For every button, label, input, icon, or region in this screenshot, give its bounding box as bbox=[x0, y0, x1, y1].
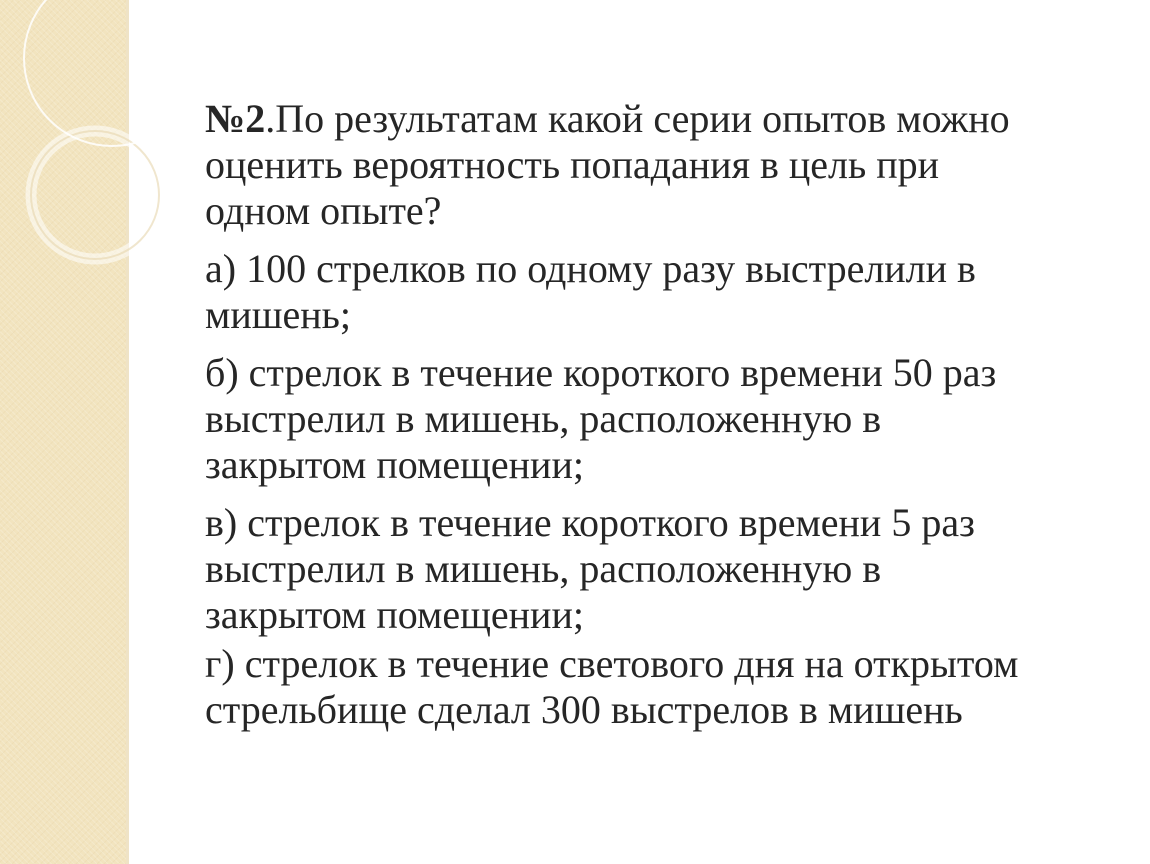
option-g: г) стрелок в течение светового дня на открытом стрельбище сделал 300 выстрелов в мишень bbox=[205, 641, 1019, 732]
option-b: б) стрелок в течение короткого времени 50 раз выстрелил в мишень, расположенную в закрытом помещении; bbox=[205, 350, 997, 487]
decorative-circles-icon bbox=[0, 0, 180, 340]
question bbox=[205, 96, 1105, 234]
question-text: .По результатам какой серии опытов можно оценить вероятность попадания в цель при одном опыте? bbox=[205, 96, 1010, 233]
option-a: а) 100 стрелков по одному разу выстрелили в мишень; bbox=[205, 246, 976, 337]
slide-content bbox=[205, 96, 1105, 745]
question-number: №2 bbox=[205, 96, 266, 141]
option-v: в) стрелок в течение короткого времени 5 раз выстрелил в мишень, расположенную в закрытом помещении; bbox=[205, 500, 975, 637]
